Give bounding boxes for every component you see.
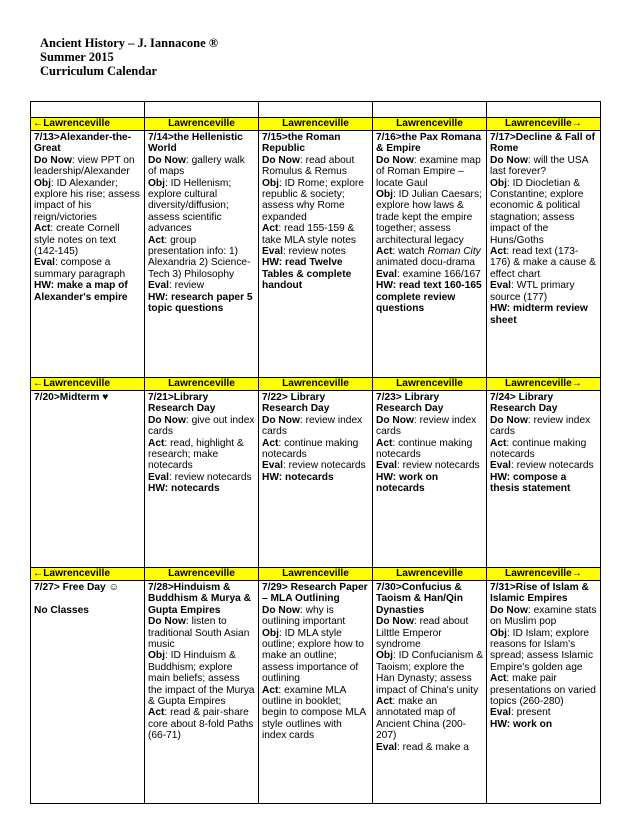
line-key: Act (34, 223, 51, 235)
spacer-line (34, 593, 141, 604)
lesson-line: Obj: ID Confucianism & Taoism; explore the Han Dynasty; assess impact of China's unity (376, 650, 484, 696)
lesson-heading: HW: make a map of Alexander's empire (34, 280, 128, 303)
lesson-line: Obj: ID Hinduism & Buddhism; explore main beliefs; assess the impact of the Murya & Gupta Empires (148, 650, 255, 708)
lesson-heading: HW: work on (490, 718, 553, 730)
week-row (31, 391, 601, 568)
location-header-cell: Lawrenceville (373, 378, 487, 391)
location-header-cell: ←Lawrenceville (31, 568, 145, 581)
blank-cell (145, 102, 259, 118)
location-header-cell: Lawrenceville (259, 568, 373, 581)
lesson-line: Do Now: give out index cards (148, 414, 255, 438)
week-header-row (31, 378, 601, 391)
line-key: Act (148, 234, 165, 246)
lesson-line: Act: group presentation info: 1) Alexandria 2) Science-Tech 3) Philosophy (148, 234, 251, 280)
lesson-line: Eval: review (148, 280, 205, 292)
lesson-line: Do Now: examine map of Roman Empire – locate Gaul (376, 154, 481, 189)
line-key: Act (148, 707, 165, 719)
lesson-line: Do Now: review index cards (262, 414, 363, 438)
line-key: Act (262, 437, 279, 449)
location-header-cell: Lawrenceville→ (487, 118, 601, 131)
lesson-heading: 7/31>Rise of Islam & Islamic Empires (490, 582, 589, 605)
line-key: Act (376, 437, 393, 449)
italic-title: Roman City (427, 246, 481, 258)
line-key: Eval (376, 741, 397, 753)
day-cell (487, 391, 601, 568)
lesson-line: Act: read 155-159 & take MLA style notes (262, 223, 356, 246)
day-cell (259, 131, 373, 378)
lesson-heading: 7/30>Confucius & Taoism & Han/Qin Dynasties (376, 582, 463, 616)
lesson-line: Eval: review notes (262, 246, 346, 258)
lesson-line: Eval: read & make a (376, 741, 469, 753)
lesson-heading: HW: read Twelve Tables & complete handout (262, 257, 352, 292)
lesson-line: Do Now: examine stats on Muslim pop (490, 604, 597, 628)
location-header-cell: Lawrenceville (259, 378, 373, 391)
lesson-heading: 7/27> Free Day ☺ (34, 582, 119, 593)
document-header (40, 36, 218, 78)
location-header-cell: Lawrenceville (259, 118, 373, 131)
location-header-cell: Lawrenceville→ (487, 568, 601, 581)
course-title: Ancient History – J. Iannacone ® (40, 36, 219, 50)
lesson-line: Eval: examine 166/167 (376, 268, 481, 280)
lesson-line: Act: continue making notecards (262, 437, 359, 461)
lesson-line: Obj: ID MLA style outline; explore how to make an outline; assess importance of outlining (262, 627, 364, 685)
lesson-heading: 7/29> Research Paper – MLA Outlining (262, 582, 368, 605)
lesson-line: Obj: ID Diocletian & Constantine; explore economic & political stagnation; assess impact of the Huns/Goths (490, 177, 584, 246)
location-header-cell: Lawrenceville (145, 568, 259, 581)
line-key: Do Now (376, 616, 414, 628)
day-cell (145, 131, 259, 378)
lesson-line: Eval: WTL primary source (177) (490, 280, 575, 303)
line-key: Do Now (490, 154, 528, 166)
line-key: Act (490, 246, 507, 258)
line-key: Obj (148, 650, 165, 662)
location-header-cell: Lawrenceville (373, 568, 487, 581)
line-key: Act (376, 246, 393, 258)
line-key: Do Now (262, 154, 300, 166)
line-key: Do Now (148, 154, 186, 166)
day-cell (145, 391, 259, 568)
lesson-line: Do Now: view PPT on leadership/Alexander (34, 154, 135, 178)
line-key: Eval (262, 460, 283, 472)
lesson-line: Act: make pair presentations on varied topics (260-280) (490, 673, 596, 708)
location-header-cell: ←Lawrenceville (31, 118, 145, 131)
lesson-line: Eval: review notecards (262, 460, 366, 472)
line-key: Act (148, 437, 165, 449)
lesson-line: Do Now: gallery walk of maps (148, 154, 245, 178)
line-key: Eval (148, 280, 169, 292)
line-key: Act (490, 673, 507, 685)
lesson-line: Act: read & pair-share core about 8-fold Paths (66-71) (148, 707, 254, 742)
lesson-heading: 7/22> Library Research Day (262, 392, 330, 415)
lesson-line: Eval: review notecards (490, 460, 594, 472)
lesson-line: Do Now: read about Romulus & Remus (262, 154, 355, 178)
lesson-line: Obj: ID Islam; explore reasons for Islam's spread; assess Islamic Empire's golden age (490, 627, 594, 673)
blank-cell (373, 102, 487, 118)
blank-row (31, 102, 601, 118)
day-cell (259, 391, 373, 568)
lesson-heading: 7/15>the Roman Republic (262, 132, 341, 155)
lesson-line: Obj: ID Hellenism; explore cultural diversity/diffusion; assess scientific advances (148, 177, 232, 235)
curriculum-calendar-table (30, 101, 601, 804)
location-header-cell: Lawrenceville (373, 118, 487, 131)
line-key: Obj (262, 177, 279, 189)
location-header-cell: Lawrenceville→ (487, 378, 601, 391)
lesson-heading: HW: notecards (148, 483, 220, 495)
line-key: Eval (262, 246, 283, 258)
line-key: Eval (490, 460, 511, 472)
line-key: Do Now (490, 604, 528, 616)
lesson-line: Obj: ID Rome; explore republic & society; assess why Rome expanded (262, 177, 364, 223)
line-key: Obj (490, 177, 507, 189)
line-key: Obj (490, 627, 507, 639)
lesson-line: Act: make an annotated map of Ancient China (200-207) (376, 696, 467, 742)
day-cell (487, 131, 601, 378)
lesson-line: Eval: review notecards (148, 471, 252, 483)
location-header-cell: Lawrenceville (145, 118, 259, 131)
lesson-line: Do Now: read about Lilttle Emperor syndrome (376, 616, 469, 651)
blank-cell (487, 102, 601, 118)
line-key: Act (490, 437, 507, 449)
lesson-heading: 7/24> Library Research Day (490, 392, 558, 415)
lesson-line: Obj: ID Alexander; explore his rise; assess impact of his reign/victories (34, 177, 140, 223)
line-key: Eval (376, 460, 397, 472)
day-cell (373, 131, 487, 378)
lesson-heading: HW: notecards (262, 471, 334, 483)
line-key: Do Now (148, 616, 186, 628)
line-key: Do Now (262, 414, 300, 426)
lesson-line: Do Now: review index cards (490, 414, 591, 438)
lesson-heading: 7/13>Alexander-the-Great (34, 132, 132, 155)
lesson-line: Act: read, highlight & research; make notecards (148, 437, 244, 472)
lesson-heading: 7/14>the Hellenistic World (148, 132, 243, 155)
blank-cell (31, 102, 145, 118)
line-key: Act (376, 696, 393, 708)
lesson-heading: HW: compose a thesis statement (490, 471, 571, 495)
line-key: Obj (376, 189, 393, 201)
lesson-line: Do Now: listen to traditional South Asian music (148, 616, 250, 651)
day-cell (487, 581, 601, 804)
line-key: Do Now (376, 154, 414, 166)
line-key: Act (262, 223, 279, 235)
term-label: Summer 2015 (40, 50, 114, 64)
day-cell (373, 581, 487, 804)
week-header-row (31, 568, 601, 581)
lesson-line: Act: watch Roman City animated docu-drama (376, 246, 481, 269)
lesson-line: Act: continue making notecards (376, 437, 473, 461)
lesson-line: Do Now: why is outlining important (262, 604, 346, 628)
line-key: Obj (376, 650, 393, 662)
line-key: Do Now (376, 414, 414, 426)
line-key: Do Now (262, 604, 300, 616)
lesson-line: Act: examine MLA outline in booklet; begin to compose MLA style outlines with index cards (262, 684, 366, 742)
lesson-heading: 7/21>Library Research Day (148, 392, 216, 415)
location-header-cell: ←Lawrenceville (31, 378, 145, 391)
lesson-line: Eval: compose a summary paragraph (34, 257, 126, 280)
lesson-heading: HW: midterm review sheet (490, 303, 588, 326)
lesson-heading: 7/17>Decline & Fall of Rome (490, 132, 596, 155)
lesson-heading: HW: read text 160-165 complete review questions (376, 280, 482, 315)
line-key: Obj (262, 627, 279, 639)
lesson-heading: 7/20>Midterm ♥ (34, 392, 109, 403)
lesson-line: Do Now: will the USA last forever? (490, 154, 588, 178)
line-key: Eval (490, 707, 511, 719)
lesson-heading: No Classes (34, 604, 89, 616)
day-cell (31, 391, 145, 568)
day-cell (145, 581, 259, 804)
line-key: Eval (34, 257, 55, 269)
line-key: Do Now (490, 414, 528, 426)
week-row (31, 131, 601, 378)
lesson-line: Act: continue making notecards (490, 437, 587, 461)
lesson-heading: 7/28>Hinduism & Buddhism & Murya & Gupta Empires (148, 582, 252, 616)
line-key: Eval (490, 280, 511, 292)
lesson-heading: 7/16>the Pax Romana & Empire (376, 132, 482, 155)
calendar-title: Curriculum Calendar (40, 64, 158, 78)
week-header-row (31, 118, 601, 131)
line-key: Do Now (148, 414, 186, 426)
week-row (31, 581, 601, 804)
lesson-line: Obj: ID Julian Caesars; explore how laws & trade kept the empire together; assess architectural legacy (376, 189, 482, 246)
line-key: Obj (148, 177, 165, 189)
lesson-heading: HW: work on notecards (376, 471, 439, 495)
day-cell (31, 131, 145, 378)
lesson-line: Eval: review notecards (376, 460, 480, 472)
line-key: Eval (376, 268, 397, 280)
lesson-heading: HW: research paper 5 topic questions (148, 291, 253, 315)
lesson-line: Eval: present (490, 707, 551, 719)
line-key: Eval (148, 471, 169, 483)
lesson-line: Act: create Cornell style notes on text (142-145) (34, 223, 120, 258)
lesson-line: Act: read text (173-176) & make a cause & effect chart (490, 246, 596, 280)
day-cell (259, 581, 373, 804)
location-header-cell: Lawrenceville (145, 378, 259, 391)
day-cell (31, 581, 145, 804)
line-key: Do Now (34, 154, 72, 166)
lesson-heading: 7/23> Library Research Day (376, 392, 444, 415)
lesson-line: Do Now: review index cards (376, 414, 477, 438)
line-key: Obj (34, 177, 51, 189)
line-key: Act (262, 684, 279, 696)
day-cell (373, 391, 487, 568)
blank-cell (259, 102, 373, 118)
